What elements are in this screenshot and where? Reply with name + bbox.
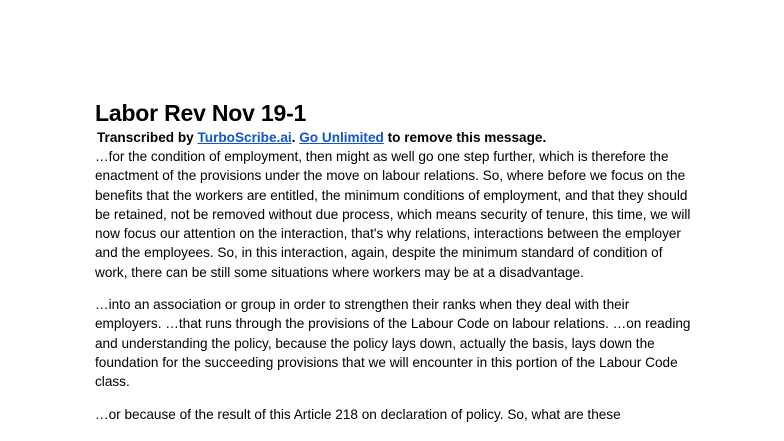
banner-prefix: Transcribed by	[97, 130, 198, 145]
document-title: Labor Rev Nov 19-1	[95, 100, 307, 126]
paragraph-1: …for the condition of employment, then might as well go one step further, which is therefore the enactment of the provisions under the move on labour relations. So, where before we focus on the benefits that the workers are entitled, the minimum conditions of employment, and that they should be retained, not be removed without due process, which means security of tenure, this time, we will now focus our attention on the interaction, that's why relations, interactions between the employer and the employees. So, in this interaction, again, despite the minimum standard of condition of work, there can be still some situations where workers may be at a disadvantage.	[95, 149, 691, 280]
banner-separator: .	[291, 130, 300, 145]
paragraph-3: …or because of the result of this Article 218 on declaration of policy. So, what are these	[95, 406, 621, 422]
transcription-banner	[97, 128, 695, 147]
go-unlimited-link[interactable]: Go Unlimited	[299, 130, 384, 145]
turboscribe-link[interactable]: TurboScribe.ai	[197, 130, 292, 145]
banner-suffix: to remove this message.	[383, 130, 547, 145]
document-page	[95, 100, 695, 437]
paragraph-2: …into an association or group in order to strengthen their ranks when they deal with their employers. …that runs through the provisions of the Labour Code on labour relations. …on reading and understanding the policy, because the policy lays down, actually the basis, lays down the foundation for the succeeding provisions that we will encounter in this portion of the Labour Code class.	[95, 297, 691, 390]
